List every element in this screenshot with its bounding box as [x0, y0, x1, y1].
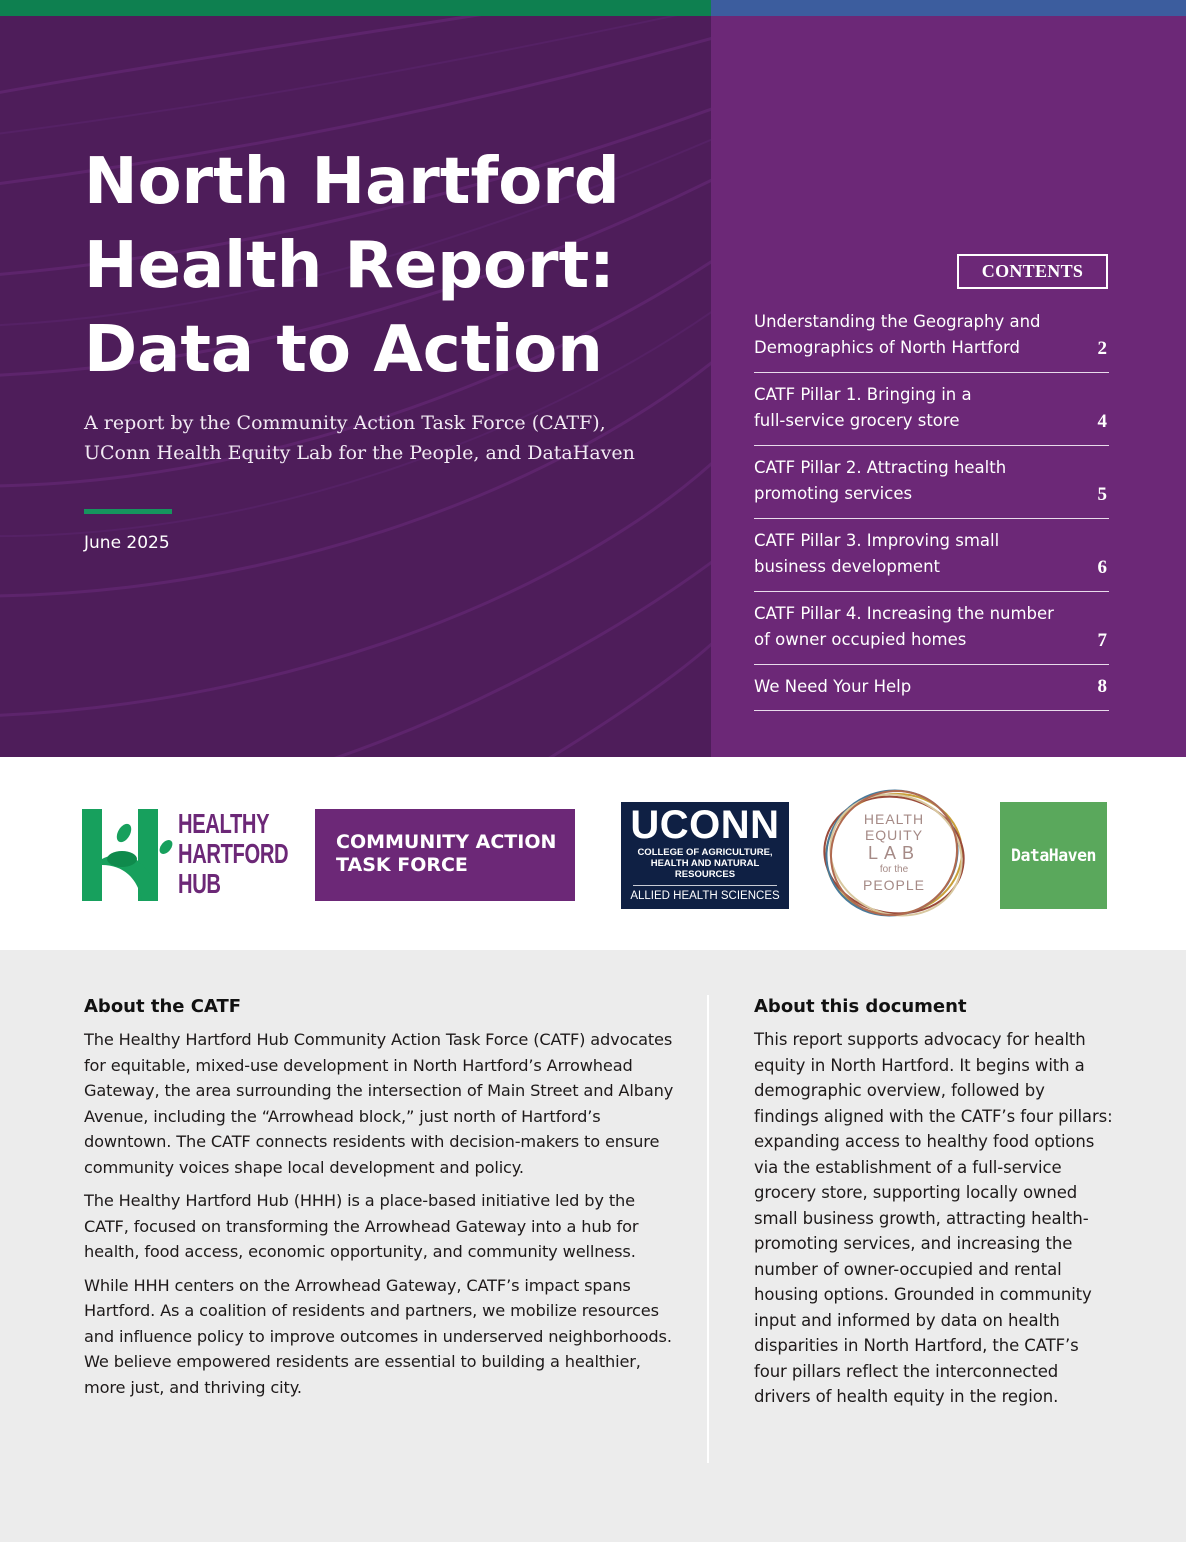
toc-item-label: Demographics of North Hartford	[754, 338, 1021, 357]
catf-logo-line: TASK FORCE	[336, 854, 468, 876]
uconn-college-line: RESOURCES	[674, 869, 736, 880]
subtitle-line: UConn Health Equity Lab for the People, and DataHaven	[84, 442, 635, 464]
partner-logos	[0, 757, 1186, 950]
toc-item-label: CATF Pillar 1. Bringing in a	[754, 385, 972, 404]
toc-item-help[interactable]	[754, 665, 1109, 711]
about-document-section	[754, 995, 1114, 1418]
toc-item-label: CATF Pillar 2. Attracting health	[754, 458, 1007, 477]
datahaven-logo: DataHaven	[1000, 802, 1107, 909]
uconn-department: ALLIED HEALTH SCIENCES	[630, 890, 780, 902]
toc-item-label: full-service grocery store	[754, 411, 960, 430]
toc-item-geography[interactable]	[754, 306, 1109, 373]
contents-heading: CONTENTS	[957, 254, 1108, 289]
top-stripe-green	[0, 0, 711, 16]
uconn-wordmark: UCONN	[630, 803, 780, 847]
healthy-hartford-hub-logo	[82, 809, 292, 901]
hhh-logo-text	[178, 809, 288, 899]
table-of-contents	[754, 306, 1109, 711]
hel-logo-line: PEOPLE	[862, 877, 926, 893]
toc-page-number: 8	[1097, 676, 1107, 697]
about-document-heading: About this document	[754, 996, 967, 1017]
accent-divider	[84, 509, 172, 514]
toc-page-number: 6	[1097, 557, 1107, 578]
toc-item-pillar-3[interactable]	[754, 519, 1109, 592]
toc-item-pillar-4[interactable]	[754, 592, 1109, 665]
toc-item-label: CATF Pillar 4. Increasing the number	[754, 604, 1054, 623]
hel-logo-text	[818, 811, 970, 893]
toc-item-label: Understanding the Geography and	[754, 312, 1041, 331]
catf-logo-line: COMMUNITY ACTION	[336, 831, 557, 853]
health-equity-lab-logo	[818, 787, 970, 922]
subtitle-line: A report by the Community Action Task Force (CATF),	[84, 412, 606, 434]
toc-page-number: 7	[1097, 630, 1107, 651]
hhh-logo-line: HEALTHY	[178, 808, 270, 839]
top-stripe-blue	[711, 0, 1186, 16]
about-catf-paragraph: The Healthy Hartford Hub (HHH) is a place-based initiative led by the CATF, focused on transforming the Arrowhead Gateway into a hub for health, food access, economic opportunity, and community wellness.	[84, 1191, 639, 1261]
uconn-college-line: HEALTH AND NATURAL	[650, 858, 760, 869]
h-leaf-icon	[82, 809, 178, 901]
contents-panel	[711, 16, 1186, 757]
publication-date: June 2025	[84, 533, 170, 553]
about-catf-paragraph: The Healthy Hartford Hub Community Action Task Force (CATF) advocates for equitable, mixed-use development in North Hartford’s Arrowhead Gateway, the area surrounding the intersection of Main Street and Albany Avenue, including the “Arrowhead block,” just north of Hartford’s downtown. The CATF connects residents with decision-makers to ensure community voices shape local development and policy.	[84, 1030, 674, 1177]
hel-logo-line: for the	[879, 864, 909, 875]
hhh-logo-line: HUB	[178, 868, 221, 899]
hel-logo-line: HEALTH	[863, 811, 925, 827]
column-divider	[707, 995, 709, 1463]
title-line: Data to Action	[84, 313, 603, 387]
toc-item-label: business development	[754, 557, 941, 576]
toc-item-pillar-1[interactable]	[754, 373, 1109, 446]
toc-item-label: CATF Pillar 3. Improving small	[754, 531, 1000, 550]
hel-logo-line: EQUITY	[864, 827, 924, 843]
uconn-college	[621, 847, 789, 880]
toc-page-number: 2	[1097, 338, 1107, 359]
toc-page-number: 4	[1097, 411, 1107, 432]
toc-item-label: promoting services	[754, 484, 913, 503]
catf-logo	[315, 809, 575, 901]
uconn-divider	[633, 885, 777, 886]
about-catf-section	[84, 995, 674, 1408]
toc-page-number: 5	[1097, 484, 1107, 505]
report-title	[84, 140, 684, 392]
title-line: Health Report:	[84, 229, 615, 303]
report-subtitle	[84, 408, 684, 468]
toc-item-label: of owner occupied homes	[754, 630, 967, 649]
uconn-college-line: COLLEGE OF AGRICULTURE,	[637, 847, 773, 858]
about-catf-paragraph: While HHH centers on the Arrowhead Gateway, CATF’s impact spans Hartford. As a coalition of residents and partners, we mobilize resources and influence policy to improve outcomes in underserved neighborhoods. We believe empowered residents are essential to building a healthier, more just, and thriving city.	[84, 1275, 672, 1397]
title-line: North Hartford	[84, 145, 620, 219]
hhh-logo-line: HARTFORD	[178, 838, 289, 869]
uconn-logo	[621, 802, 789, 909]
about-catf-heading: About the CATF	[84, 996, 242, 1017]
toc-item-pillar-2[interactable]	[754, 446, 1109, 519]
about-document-paragraph: This report supports advocacy for health equity in North Hartford. It begins with a demographic overview, followed by findings aligned with the CATF’s four pillars: expanding access to healthy food options via the establishment of a full-service grocery store, supporting locally owned small business growth, attracting health-promoting services, and increasing the number of owner-occupied and rental housing options. Grounded in community input and informed by data on health disparities in North Hartford, the CATF’s four pillars reflect the interconnected drivers of health equity in the region.	[754, 1030, 1113, 1406]
hel-logo-line: LAB	[867, 843, 921, 863]
toc-item-label: We Need Your Help	[754, 677, 912, 696]
